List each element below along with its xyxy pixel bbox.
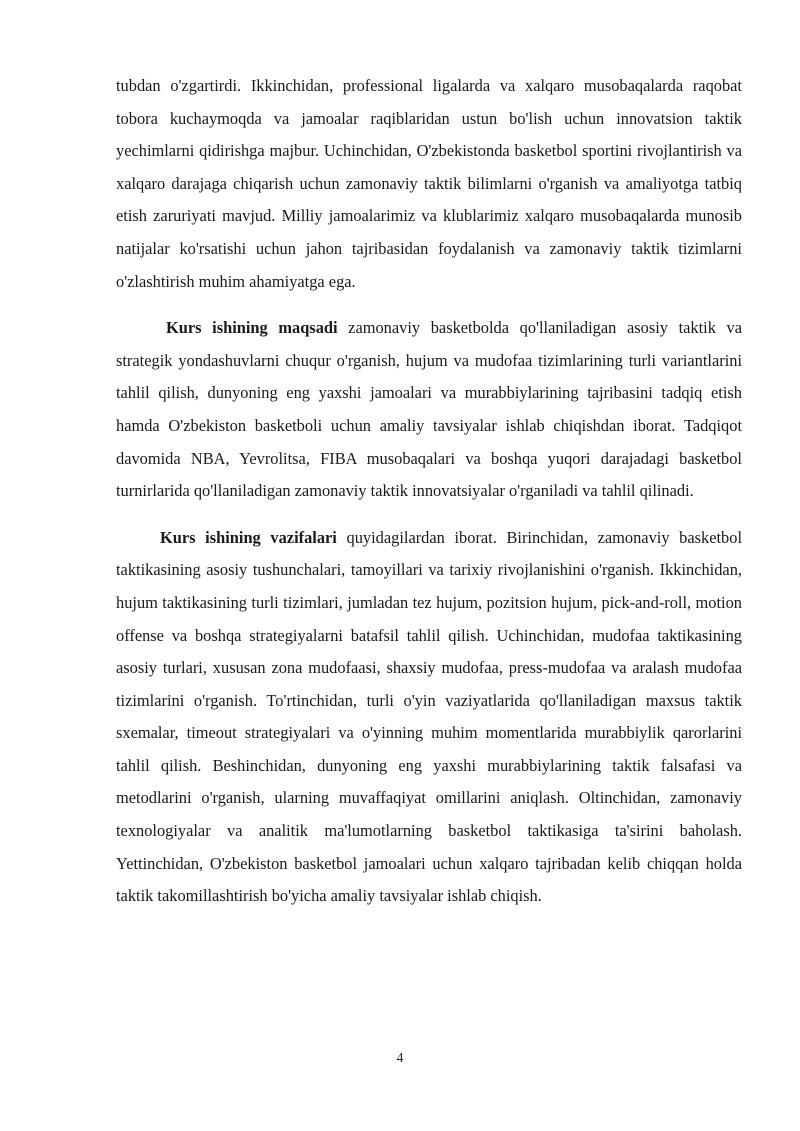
document-page bbox=[116, 70, 742, 913]
paragraph-objective bbox=[116, 312, 742, 508]
paragraph-text: quyidagilardan iborat. Birinchidan, zamonaviy basketbol taktikasining asosiy tushunchalari, tamoyillari va tarixiy rivojlanishini o'rganish. Ikkinchidan, hujum taktikasining turli tizimlari, jumladan tez hujum, pozitsion hujum, pick-and-roll, motion offense va boshqa strategiyalarni batafsil tahlil qilish. Uchinchidan, mudofaa taktikasining asosiy turlari, xususan zona mudofaasi, shaxsiy mudofaa, press-mudofaa va aralash mudofaa tizimlarini o'rganish. To'rtinchidan, turli o'yin vaziyatlarida qo'llaniladigan maxsus taktik sxemalar, timeout strategiyalari va o'yinning muhim momentlarida murabbiylik qarorlarini tahlil qilish. Beshinchidan, dunyoning eng yaxshi murabbiylarining taktik falsafasi va metodlarini o'rganish, ularning muvaffaqiyat omillarini aniqlash. Oltinchidan, zamonaviy texnologiyalar va analitik ma'lumotlarning basketbol taktikasiga ta'sirini baholash. Yettinchidan, O'zbekiston basketbol jamoalari uchun xalqaro tajribadan kelib chiqqan holda taktik takomillashtirish bo'yicha amaliy tavsiyalar ishlab chiqish. bbox=[116, 527, 743, 906]
paragraph-lead-tasks: Kurs ishining vazifalari bbox=[160, 527, 337, 547]
paragraph-tasks bbox=[116, 522, 742, 913]
paragraph-text: tubdan o'zgartirdi. Ikkinchidan, professional ligalarda va xalqaro musobaqalarda raqobat tobora kuchaymoqda va jamoalar raqiblaridan ustun bo'lish uchun innovatsion taktik yechimlarni qidirishga majbur. Uchinchidan, O'zbekistonda basketbol sportini rivojlantirish va xalqaro darajaga chiqarish uchun zamonaviy taktik bilimlarni o'rganish va amaliyotga tatbiq etish zaruriyati mavjud. Milliy jamoalarimiz va klublarimiz xalqaro musobaqalarda munosib natijalar ko'rsatishi uchun jahon tajribasidan foydalanish va zamonaviy taktik tizimlarni o'zlashtirish muhim ahamiyatga ega. bbox=[116, 76, 742, 291]
page-number: 4 bbox=[396, 1050, 404, 1065]
paragraph-continuation bbox=[116, 70, 742, 298]
paragraph-lead-objective: Kurs ishining maqsadi bbox=[166, 318, 338, 338]
paragraph-text: zamonaviy basketbolda qo'llaniladigan asosiy taktik va strategik yondashuvlarni chuqur o'rganish, hujum va mudofaa tizimlarining turli variantlarini tahlil qilish, dunyoning eng yaxshi jamoalari va murabbiylarining tajribasini tadqiq etish hamda O'zbekiston basketboli uchun amaliy tavsiyalar ishlab chiqishdan iborat. Tadqiqot davomida NBA, Yevrolitsa, FIBA musobaqalari va boshqa yuqori darajadagi basketbol turnirlarida qo'llaniladigan zamonaviy taktik innovatsiyalar o'rganiladi va tahlil qilinadi. bbox=[116, 318, 742, 501]
